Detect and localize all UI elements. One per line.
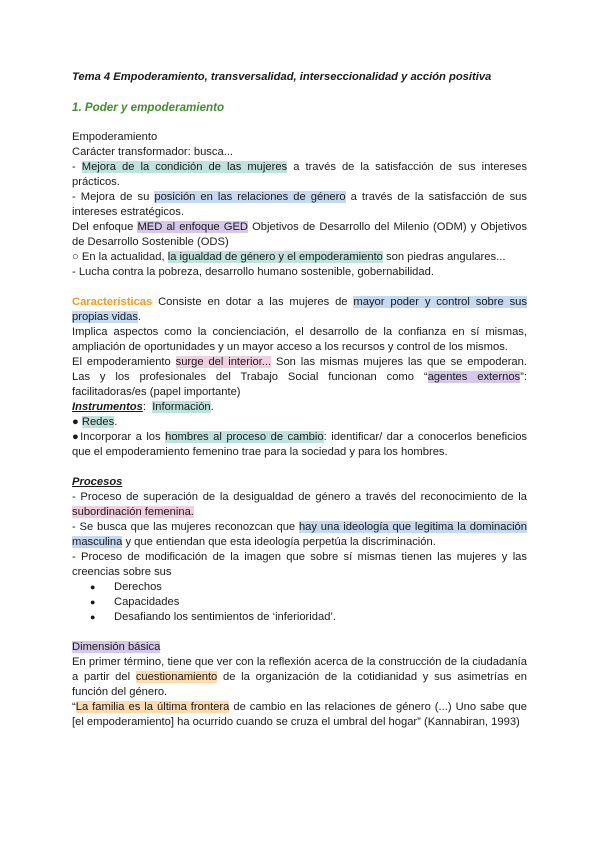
- highlight: La familia es la última frontera: [75, 701, 230, 713]
- highlight: la igualdad de género y el empoderamiento: [167, 251, 383, 263]
- spacer: [72, 280, 527, 295]
- highlight: subordinación femenina.: [72, 506, 194, 518]
- highlight: MED al enfoque GED: [137, 221, 248, 233]
- paragraph: - Se busca que las mujeres reconozcan que hay una ideología que legitima la dominación masculina y que entiendan que esta ideología perpetúa la discriminación.: [72, 521, 527, 548]
- list-item: ● Desafiando los sentimientos de ‘inferioridad’.: [90, 610, 527, 625]
- highlight: hombres al proceso de cambio: [165, 431, 324, 443]
- paragraph: “La familia es la última frontera de cambio en las relaciones de género (...) Uno sabe que [el empoderamiento] ha ocurrido cuando se cruza el umbral del hogar” (Kannabiran, 1993): [72, 701, 527, 728]
- paragraph: Instrumentos: Información.: [72, 401, 214, 413]
- paragraph: Características Consiste en dotar a las mujeres de mayor poder y control sobre sus propias vidas.: [72, 296, 528, 323]
- highlight: cuestionamiento: [135, 671, 218, 683]
- list-item: ● Derechos: [90, 580, 527, 595]
- procesos-label: Procesos: [72, 476, 123, 488]
- paragraph: Implica aspectos como la concienciación, el desarrollo de la confianza en sí mismas, ampliación de oportunidades y un mayor acceso a los recursos y control de los mismos.: [72, 326, 527, 353]
- paragraph: ●Incorporar a los hombres al proceso de cambio: identificar/ dar a conocerlos beneficios que el empoderamiento femenino trae para la sociedad y para los hombres.: [72, 431, 528, 458]
- list-item: ● Capacidades: [90, 595, 527, 610]
- highlight: surge del interior...: [175, 356, 272, 368]
- dimension-label: Dimensión básica: [72, 641, 161, 653]
- paragraph: - Mejora de la condición de las mujeres a través de la satisfacción de sus intereses prácticos.: [72, 161, 527, 188]
- highlight: hay una ideología que legitima la dominación masculina: [72, 521, 527, 548]
- highlight: mayor poder y control sobre sus propias vidas: [72, 296, 528, 323]
- highlight: Información: [152, 401, 211, 413]
- section-heading-poder: 1. Poder y empoderamiento: [72, 101, 225, 114]
- spacer: [72, 460, 527, 475]
- paragraph: - Mejora de su posición en las relaciones de género a través de la satisfacción de sus intereses estratégicos.: [72, 191, 527, 218]
- paragraph: El empoderamiento surge del interior... Son las mismas mujeres las que se empoderan. Las y los profesionales del Trabajo Social funcionan como “agentes externos”: facilitadoras/es (papel importante): [72, 356, 527, 398]
- spacer: [72, 625, 527, 640]
- paragraph: [72, 640, 527, 655]
- paragraph: - Lucha contra la pobreza, desarrollo humano sostenible, gobernabilidad.: [72, 266, 434, 278]
- instrumentos-label: Instrumentos: [72, 401, 143, 413]
- highlight: agentes externos: [427, 371, 521, 383]
- highlight: Mejora de la condición de las mujeres: [81, 161, 288, 173]
- caracteristicas-label: Características: [72, 296, 153, 308]
- paragraph: Del enfoque MED al enfoque GED Objetivos de Desarrollo del Milenio (ODM) y Objetivos de Desarrollo Sostenible (ODS): [72, 221, 528, 248]
- paragraph: ○ En la actualidad, la igualdad de género y el empoderamiento son piedras angulares...: [72, 251, 506, 263]
- highlight: Redes: [81, 416, 115, 428]
- document-page: [72, 70, 527, 730]
- spacer: [72, 115, 527, 130]
- highlight: posición en las relaciones de género: [154, 191, 346, 203]
- procesos-bullet-list: [72, 580, 527, 625]
- paragraph: ● Redes.: [72, 416, 118, 428]
- paragraph: Empoderamiento: [72, 131, 158, 143]
- paragraph: - Proceso de modificación de la imagen que sobre sí mismas tienen las mujeres y las creencias sobre sus: [72, 551, 527, 578]
- paragraph: En primer término, tiene que ver con la reflexión acerca de la construcción de la ciudadanía a partir del cuestionamiento de la organización de la cotidianidad y sus asimetrías en función del género.: [72, 656, 527, 698]
- paragraph: - Proceso de superación de la desigualdad de género a través del reconocimiento de la subordinación femenina.: [72, 491, 527, 518]
- paragraph: Carácter transformador: busca...: [72, 146, 234, 158]
- document-title: Tema 4 Empoderamiento, transversalidad, interseccionalidad y acción positiva: [72, 71, 492, 83]
